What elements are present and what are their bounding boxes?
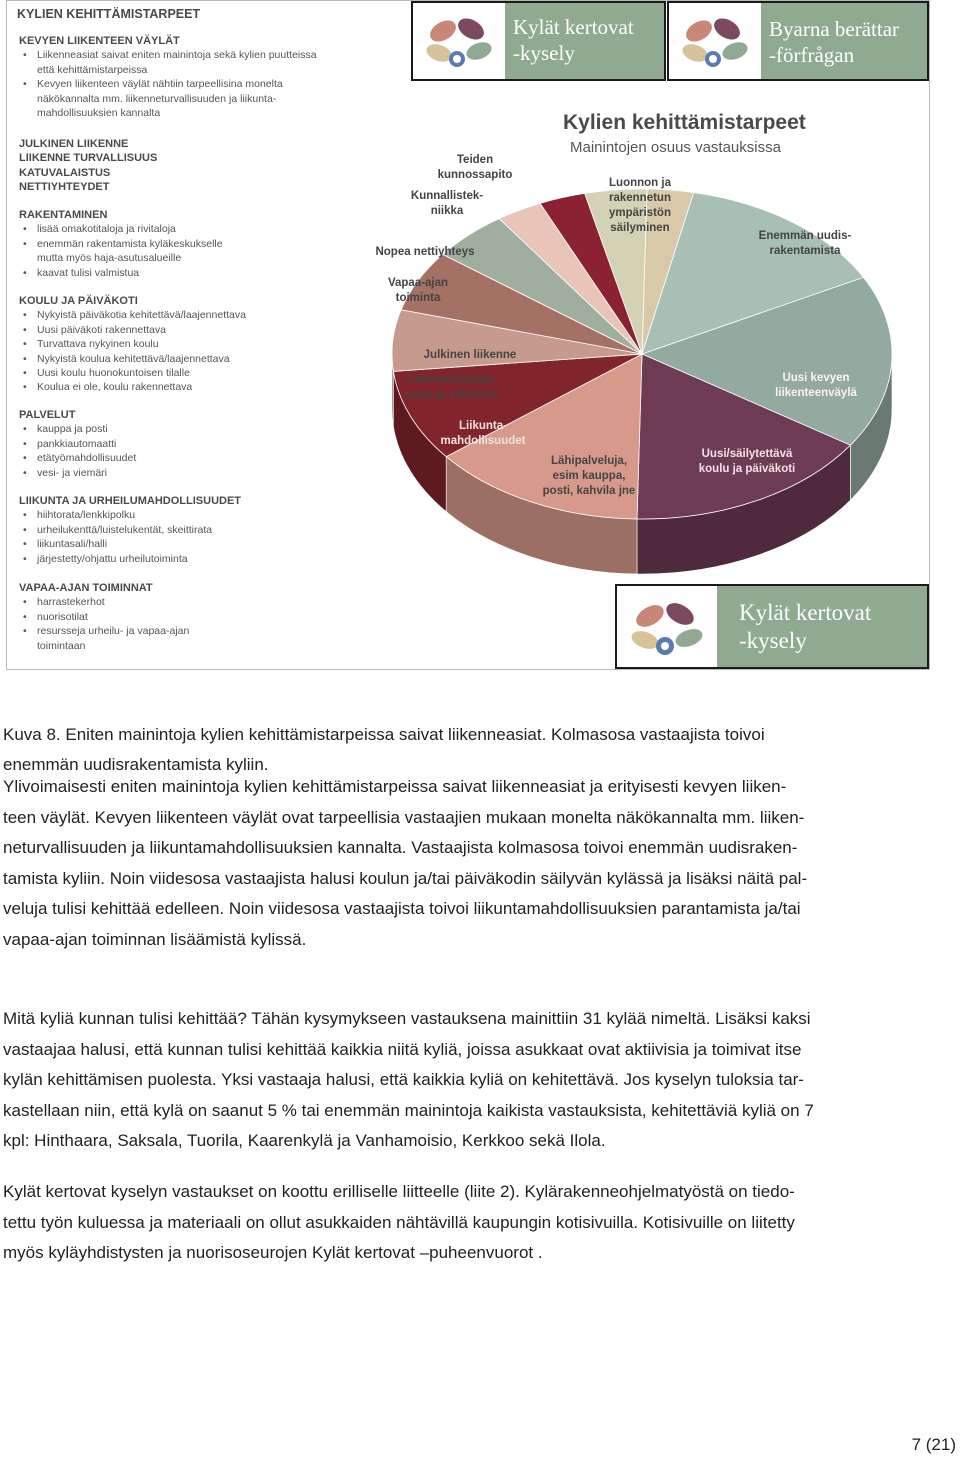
para-line: tamista kyliin. Noin viidesosa vastaajista halusi koulun ja/tai päiväkodin säilyvän kylässä ja lisäksi näitä pal- [3, 868, 808, 888]
para-line: vastaajaa halusi, että kunnan tulisi kehittää kaikkia niitä kyliä, joissa asukkaat ovat aktiivisia ja toimivat itse [3, 1039, 802, 1059]
section-heading: VAPAA-AJAN TOIMINNAT [19, 582, 153, 594]
pie-label [382, 373, 522, 403]
pie-label-line: ympäristön [609, 207, 671, 219]
para-line: veluja tulisi kehittää edelleen. Noin viidesosa vastaajista toivoi liikuntamahdollisuuksien parantamista ja/tai [3, 899, 801, 918]
list-item: • liikuntasali/halli [19, 537, 212, 551]
logo-line2: -kysely [739, 628, 807, 653]
list-item: • Nykyistä koulua kehitettävä/laajennettava [19, 352, 246, 366]
list-item: • Liikenneasiat saivat eniten mainintoja sekä kylien puutteissa [19, 48, 317, 62]
para-line: tettu työn kuluessa ja materiaali on ollut asukkaiden nähtävillä kaupungin kotisivuilla. Kotisivuille on liitetty [3, 1212, 795, 1232]
report-figure [6, 0, 930, 670]
pie-label-line: posti, kahvila jne [542, 485, 636, 497]
logo-line1: Kylät kertovat [513, 15, 634, 39]
para-line: Ylivoimaisesti eniten mainintoja kylien kehittämistarpeissa saivat liikenneasiat ja erityisesti kevyen liiken- [3, 777, 787, 796]
pie-label-line: Nopea nettiyhteys [375, 246, 475, 258]
pie-label [400, 348, 540, 363]
pie-label-line: rakennetun [609, 192, 671, 204]
pie-label-line: koulu ja päiväkoti [698, 463, 796, 475]
list-item: • nuorisotilat [19, 610, 189, 624]
pie-label-line: Luonnon ja [609, 177, 671, 189]
list-item: • hiihtorata/lenkkipolku [19, 508, 212, 522]
list-item: mahdollisuuksien kannalta [37, 107, 161, 120]
pie-label-line: esim kauppa, [552, 470, 626, 482]
pie-label-line: rakentamista [769, 245, 841, 257]
caption-line: Kuva 8. Eniten mainintoja kylien kehittämistarpeissa saivat liikenneasiat. Kolmasosa vastaajista toivoi [3, 725, 765, 744]
logo-line1: Byarna berättar [769, 17, 900, 41]
list-item: • kauppa ja posti [19, 422, 136, 436]
section-heading: KATUVALAISTUS [19, 166, 111, 179]
pie-label [677, 447, 817, 477]
list-item: • kaavat tulisi valmistua [19, 266, 223, 280]
pie-label-line: suus ja valaistus [405, 389, 499, 401]
section-heading: NETTIYHTEYDET [19, 181, 110, 194]
logo-line2: -förfrågan [769, 43, 855, 67]
list-item: toimintaan [37, 639, 86, 652]
list-item: • vesi- ja viemäri [19, 466, 136, 480]
list-item: • Turvattava nykyinen koulu [19, 337, 246, 351]
section-heading: PALVELUT [19, 409, 76, 421]
para-line: Mitä kyliä kunnan tulisi kehittää? Tähän kysymykseen vastauksena mainittiin 31 kylää nimeltä. Lisäksi kaksi [3, 1009, 811, 1028]
list-item: että kehittämistarpeissa [37, 63, 148, 76]
list-item: • enemmän rakentamista kyläkeskukselle [19, 237, 223, 251]
para-line: kylän kehittämisen puolesta. Yksi vastaaja halusi, että kaikkia kyliä on kehitettävä. Jos kyselyn tuloksia tar- [3, 1070, 804, 1089]
list-item: • resursseja urheilu- ja vapaa-ajan [19, 624, 189, 638]
para-line: kpl: Hinthaara, Saksala, Tuorila, Kaarenkylä ja Vanhamoisio, Kerkkoo sekä Ilola. [3, 1131, 606, 1150]
para-line: neturvallisuuden ja liikuntamahdollisuuksien kannalta. Vastaajista kolmasosa toivoi enemmän uudisraken- [3, 838, 798, 857]
pie-label [570, 176, 710, 236]
pie-label [519, 454, 659, 499]
pie-label-line: Lähipalveluja, [550, 455, 628, 467]
pie-label [413, 419, 553, 449]
list-item: näkökannalta mm. liikenneturvallisuuden ja liikunta- [37, 92, 277, 105]
pie-label-line: toiminta [395, 292, 441, 304]
list-item: • urheilukenttä/luistelukentät, skeittirata [19, 523, 212, 537]
list-item: • Uusi päiväkoti rakennettava [19, 323, 246, 337]
pie-label-line: Uusi/säilytettävä [701, 448, 793, 460]
survey-logo-bottom [615, 584, 929, 669]
page-number: 7 (21) [911, 1435, 956, 1454]
pie-label-line: Kunnallistek- [410, 190, 484, 202]
paragraph-1 [3, 772, 958, 955]
list-item: mutta myös haja-asutusalueille [37, 252, 182, 265]
pie-label-line: mahdollisuudet [440, 435, 526, 447]
pie-label-line: Teiden [456, 154, 494, 166]
para-line: Kylät kertovat kyselyn vastaukset on koottu erilliselle liitteelle (liite 2). Kylärakenneohjelmatyöstä on tiedo- [3, 1182, 795, 1201]
para-line: vapaa-ajan toiminnan lisäämistä kylissä. [3, 929, 307, 949]
list-item: • Kevyen liikenteen väylät nähtiin tarpeellisina monelta [19, 77, 317, 91]
pie-label [377, 189, 517, 219]
panel-title: KYLIEN KEHITTÄMISTARPEET [17, 7, 201, 21]
figure-caption [3, 720, 765, 780]
list-item: • lisää omakotitaloja ja rivitaloja [19, 222, 223, 236]
flower-logo-icon [617, 586, 717, 667]
section-heading: KOULU JA PÄIVÄKOTI [19, 295, 138, 307]
section-heading: LIIKENNE TURVALLISUUS [19, 152, 158, 165]
logo-line1: Kylät kertovat [739, 600, 872, 625]
paragraph-2 [3, 1004, 958, 1157]
pie-label-line: kunnossapito [437, 169, 513, 181]
list-item: • Koulua ei ole, koulu rakennettava [19, 380, 246, 394]
logo-line2: -kysely [513, 41, 575, 65]
pie-label [735, 229, 875, 259]
pie-label [746, 371, 886, 401]
section-heading: JULKINEN LIIKENNE [19, 138, 129, 150]
para-line: teen väylät. Kevyen liikenteen väylät ovat tarpeellisia vastaajien mukaan monelta näkökannalta mm. liiken- [3, 807, 805, 827]
pie-label [405, 153, 545, 183]
pie-label-line: säilyminen [610, 222, 670, 234]
paragraph-3 [3, 1177, 958, 1269]
caption-line: enemmän uudisrakentamista kyliin. [3, 755, 269, 774]
pie-label-line: Liikenneturvalli- [407, 374, 497, 386]
pie-label-line: Liikunta- [459, 420, 507, 432]
list-item: • pankkiautomaatti [19, 437, 136, 451]
para-line: kastellaan niin, että kylä on saanut 5 % tai enemmän mainintoja kaikista vastauksista, kehitettäviä kyliä on 7 [3, 1100, 814, 1120]
pie-label-line: Vapaa-ajan [387, 277, 449, 289]
pie-label-line: Julkinen liikenne [423, 349, 517, 361]
list-item: • järjestetty/ohjattu urheilutoiminta [19, 552, 212, 566]
chart-subtitle: Mainintojen osuus vastauksissa [570, 139, 781, 156]
list-item: • harrastekerhot [19, 595, 189, 609]
section-heading: KEVYEN LIIKENTEEN VÄYLÄT [19, 35, 180, 47]
list-item: • Uusi koulu huonokuntoisen tilalle [19, 366, 246, 380]
chart-title: Kylien kehittämistarpeet [563, 111, 806, 134]
pie-label-line: Enemmän uudis- [758, 230, 852, 242]
pie-label-line: Uusi kevyen [782, 372, 850, 384]
section-heading: RAKENTAMINEN [19, 209, 108, 221]
pie-label-line: liikenteenväylä [775, 387, 857, 399]
pie-label [348, 276, 488, 306]
section-heading: LIIKUNTA JA URHEILUMAHDOLLISUUDET [19, 495, 242, 507]
pie-label-line: niikka [430, 205, 464, 217]
pie-label [355, 245, 495, 260]
para-line: myös kyläyhdistysten ja nuorisoseurojen Kylät kertovat –puheenvuorot . [3, 1243, 543, 1262]
list-item: • etätyömahdollisuudet [19, 451, 136, 465]
pie-chart [7, 1, 929, 669]
list-item: • Nykyistä päiväkotia kehitettävä/laajennettava [19, 308, 246, 322]
